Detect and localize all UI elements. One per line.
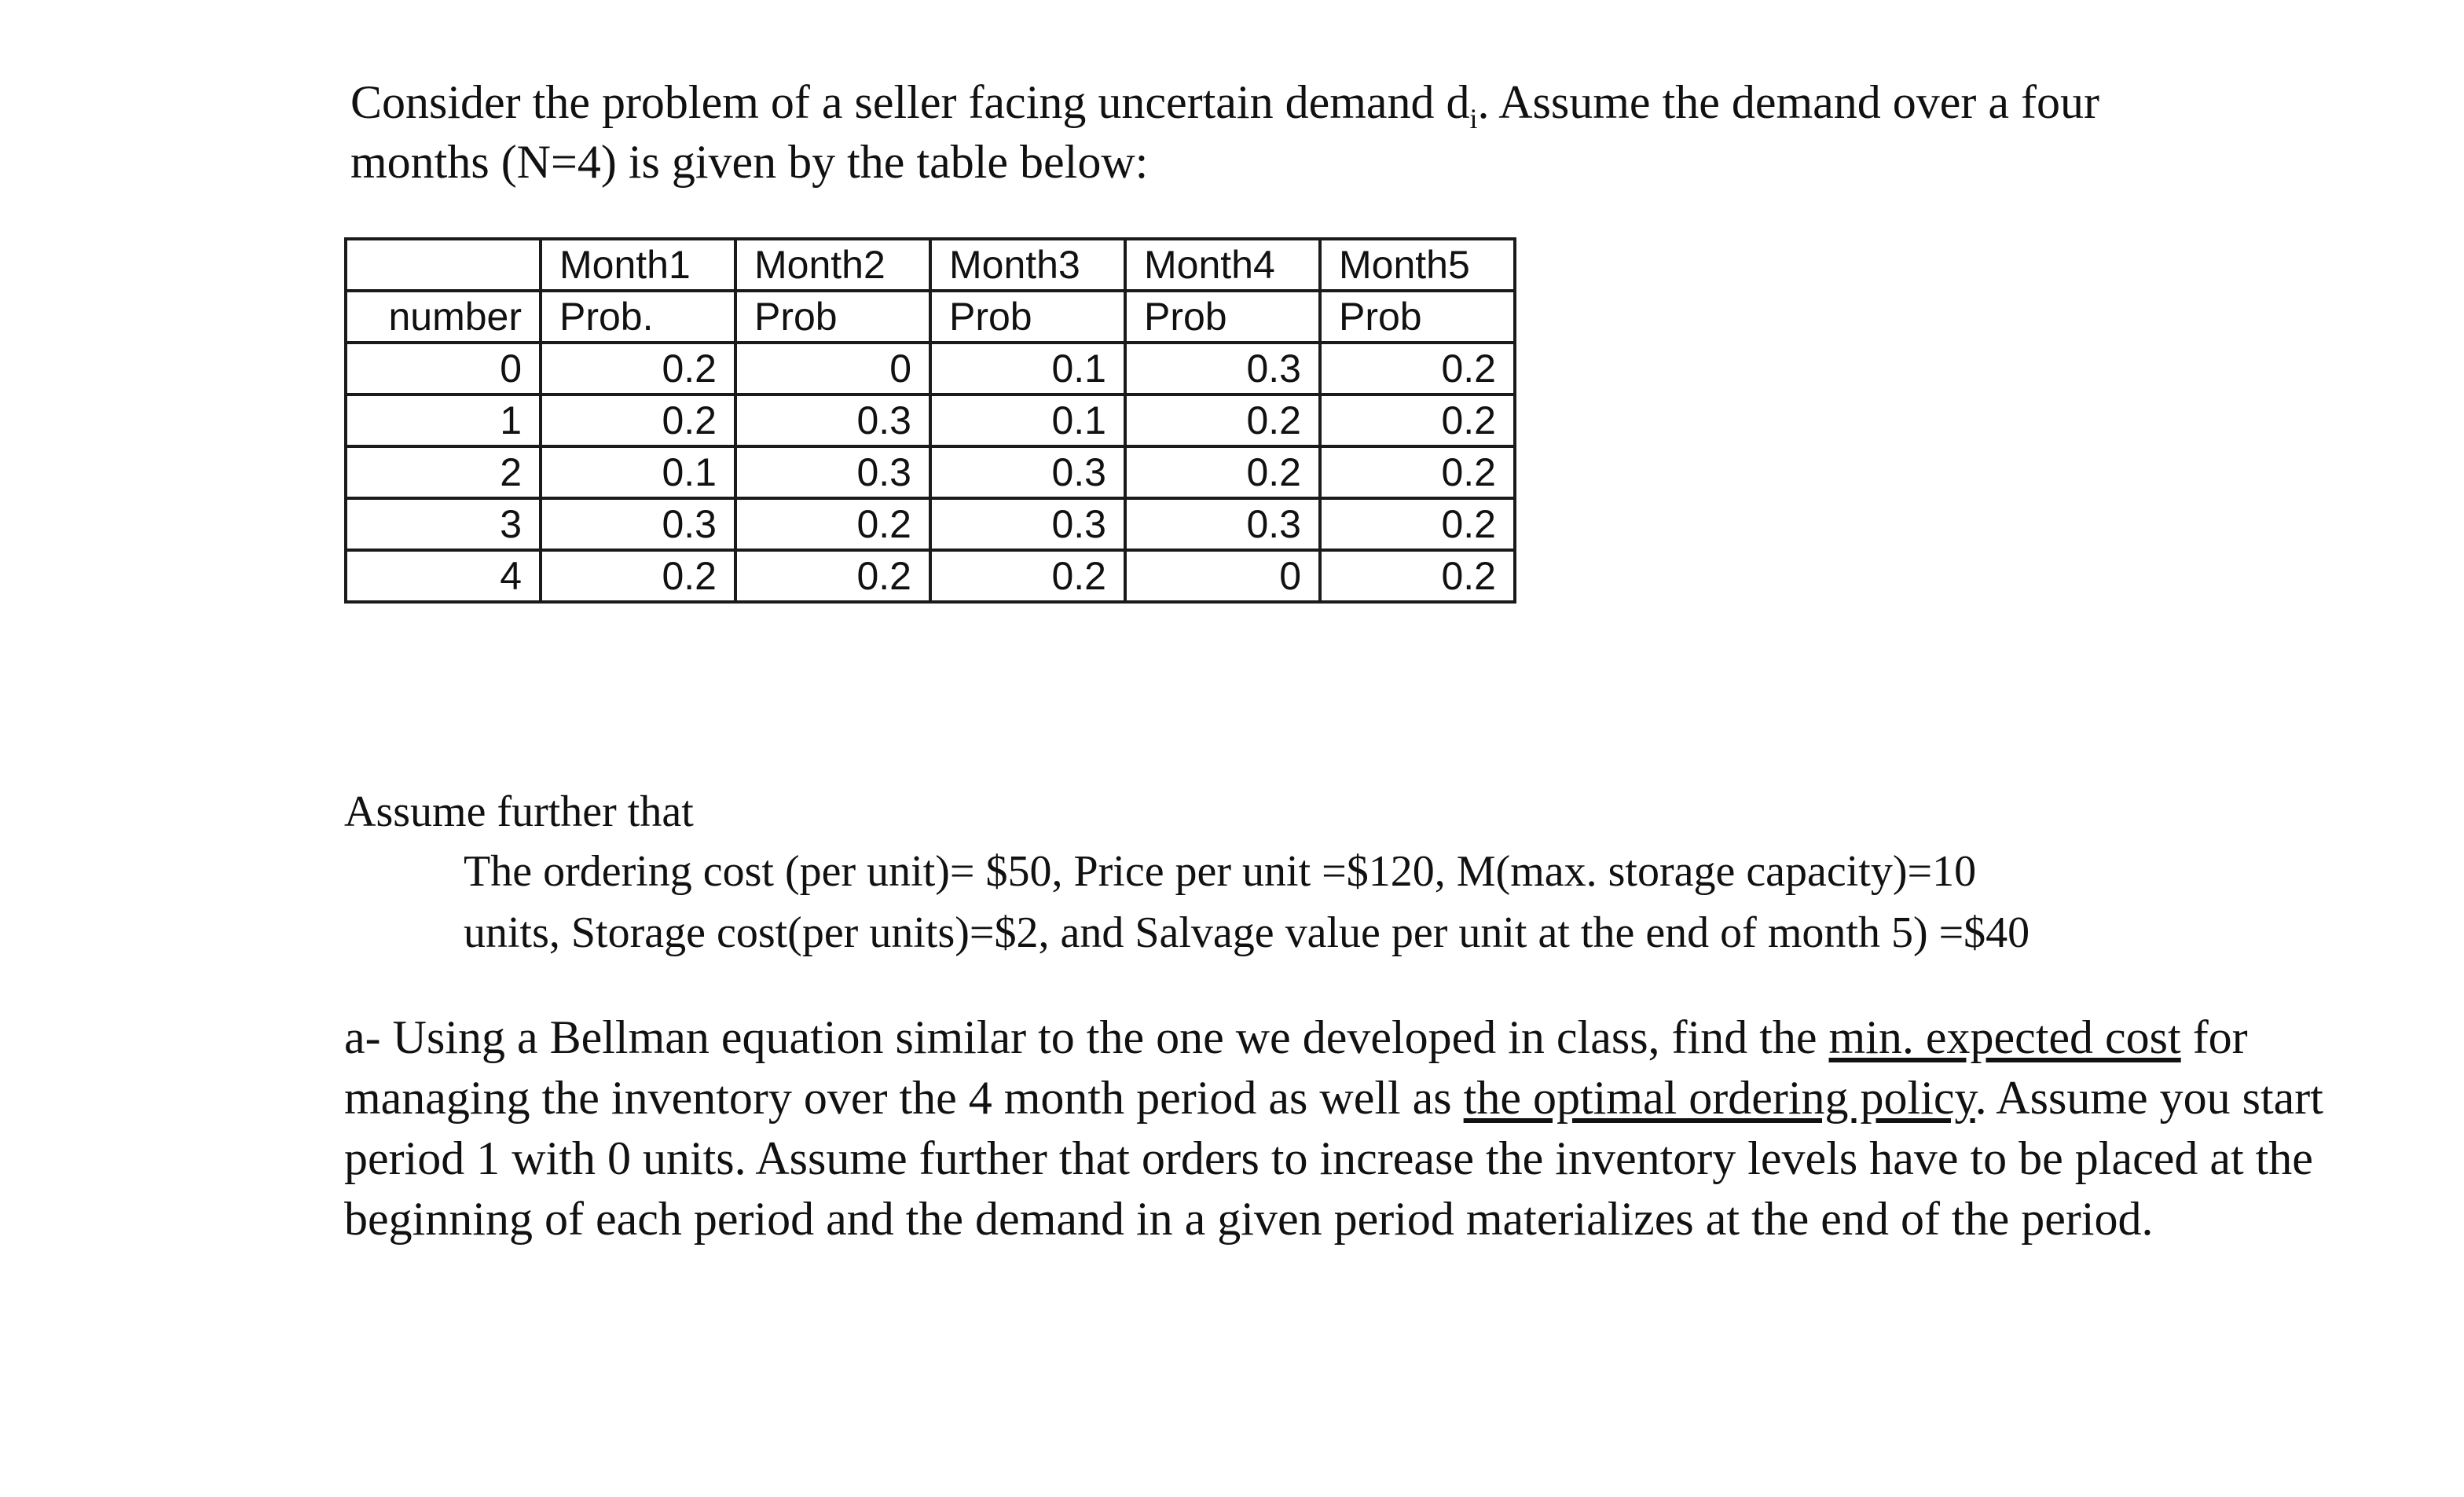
question-text-part3: . Assume you start period 1 with 0 units. Assume further that orders to increase the inventory levels have to be placed at the beginning of each period and the demand in a given period materializes at the end of the period. (344, 1072, 2323, 1245)
assume-label: Assume further that (344, 787, 694, 836)
table-cell: 0.2 (1125, 394, 1320, 446)
table-cell: 0.2 (541, 550, 735, 602)
table-row-label-cell: 2 (346, 446, 541, 498)
table-cell: 0.2 (1320, 343, 1515, 394)
table-cell: 0.2 (1320, 446, 1515, 498)
table-cell: Prob (1125, 291, 1320, 343)
table-cell: Month2 (735, 239, 930, 291)
table-cell: 0.2 (735, 498, 930, 550)
table-row-label-cell: 4 (346, 550, 541, 602)
table-row (346, 343, 1515, 394)
demand-table-body (346, 239, 1515, 602)
table-cell: Month1 (541, 239, 735, 291)
table-cell: 0.1 (930, 343, 1125, 394)
table-row-label-cell: 1 (346, 394, 541, 446)
table-header-row-months (346, 239, 1515, 291)
table-row-label-cell (346, 239, 541, 291)
table-cell: Prob (1320, 291, 1515, 343)
parameters-paragraph: The ordering cost (per unit)= $50, Price per unit =$120, M(max. storage capacity)=10 units, Storage cost(per units)=$2, and Salvage value per unit at the end of month 5) =$40 (464, 847, 2030, 957)
table-cell: 0.3 (735, 446, 930, 498)
table-cell: 0.3 (1125, 343, 1320, 394)
intro-text-part1: Consider the problem of a seller facing uncertain demand d (350, 76, 1470, 128)
table-cell: 0.1 (930, 394, 1125, 446)
table-row (346, 446, 1515, 498)
table-row (346, 550, 1515, 602)
table-header-row-prob (346, 291, 1515, 343)
intro-subscript: i (1469, 103, 1478, 134)
table-cell: 0.2 (541, 343, 735, 394)
table-cell: 0.3 (541, 498, 735, 550)
table-cell: 0.2 (735, 550, 930, 602)
table-cell: Month3 (930, 239, 1125, 291)
question-underline-policy: the optimal ordering policy (1463, 1072, 1975, 1124)
question-underline-min-cost: min. expected cost (1828, 1011, 2181, 1063)
table-cell: 0.2 (1320, 394, 1515, 446)
table-cell: 0.2 (1125, 446, 1320, 498)
table-cell: 0.3 (1125, 498, 1320, 550)
question-text-part1: a- Using a Bellman equation similar to the one we developed in class, find the (344, 1011, 1829, 1063)
question-text-part2: for managing the inventory over the 4 month period as well as (344, 1011, 2248, 1124)
intro-text-part2: . Assume the demand over a four months (N=4) is given by the table below: (350, 76, 2099, 188)
table-cell: Month4 (1125, 239, 1320, 291)
table-row (346, 498, 1515, 550)
table-cell: Prob (735, 291, 930, 343)
table-cell: 0.2 (1320, 550, 1515, 602)
table-row-label-cell: 0 (346, 343, 541, 394)
table-row (346, 394, 1515, 446)
table-row-label-cell: 3 (346, 498, 541, 550)
question-paragraph (344, 1007, 2387, 1249)
table-cell: 0.3 (735, 394, 930, 446)
table-cell: 0.2 (930, 550, 1125, 602)
table-cell: 0.3 (930, 446, 1125, 498)
table-cell: 0.2 (541, 394, 735, 446)
table-cell: Prob. (541, 291, 735, 343)
table-cell: 0 (735, 343, 930, 394)
table-cell: 0.2 (1320, 498, 1515, 550)
table-row-label-cell: number (346, 291, 541, 343)
intro-paragraph (350, 72, 2158, 192)
table-cell: 0.1 (541, 446, 735, 498)
table-cell: 0.3 (930, 498, 1125, 550)
table-cell: 0 (1125, 550, 1320, 602)
table-cell: Month5 (1320, 239, 1515, 291)
demand-probability-table (344, 237, 1516, 604)
table-cell: Prob (930, 291, 1125, 343)
